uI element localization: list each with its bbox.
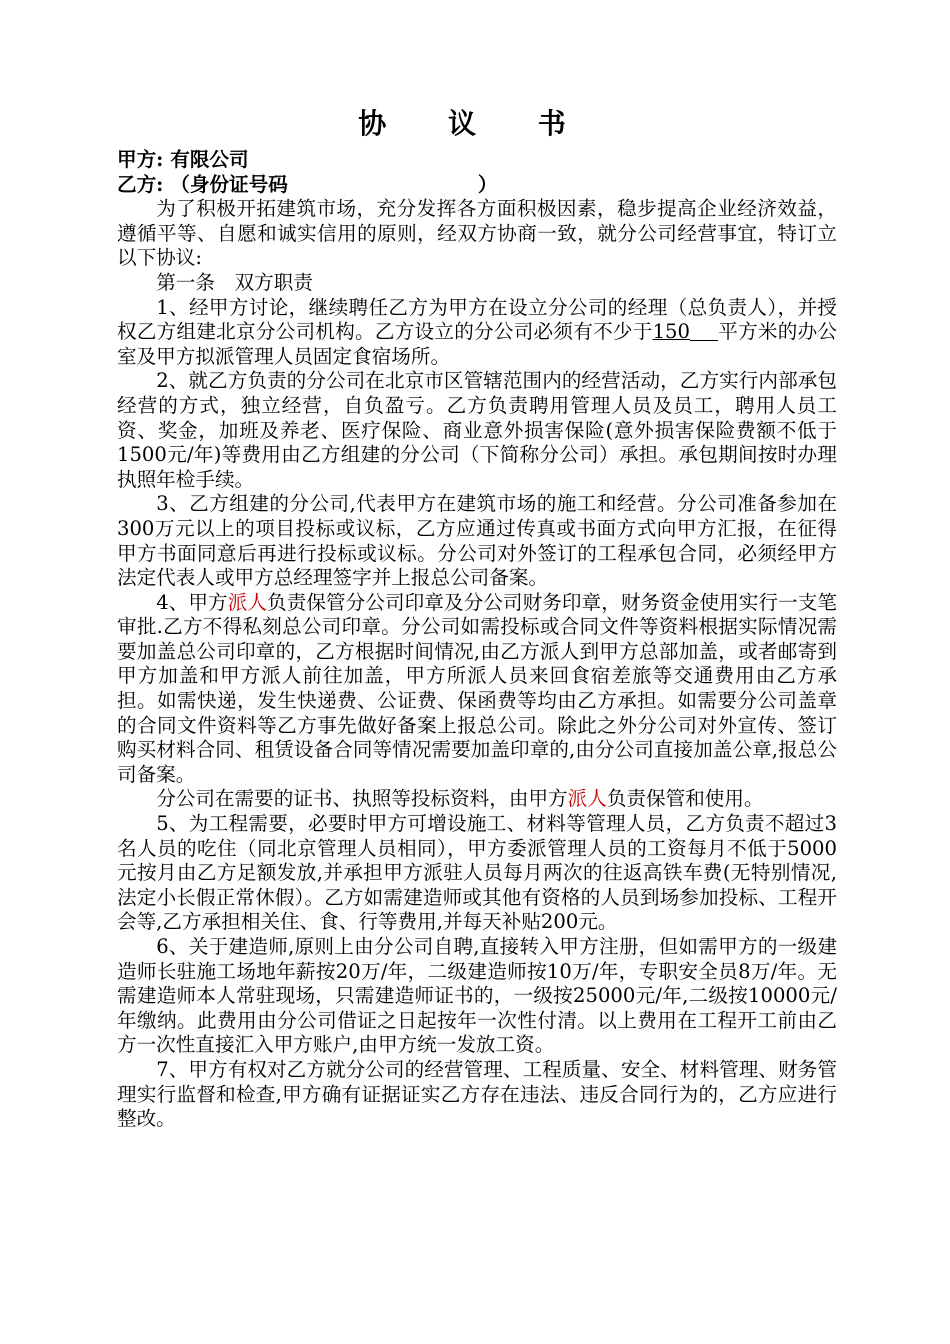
clause-7: 7、甲方有权对乙方就分公司的经营管理、工程质量、安全、材料管理、财务管理实行监督和检查,甲方确有证据证实乙方存在违法、违反合同行为的，乙方应进行整改。 [117, 1057, 837, 1131]
clause-5: 5、为工程需要，必要时甲方可增设施工、材料等管理人员，乙方负责不超过3名人员的吃住（同北京管理人员相同），甲方委派管理人员的工资每月不低于5000元按月由乙方足额发放,并承担甲方派驻人员每月两次的往返高铁车费(无特别情况,法定小长假正常休假）。乙方如需建造师或其他有资格的人员到场参加投标、工程开会等,乙方承担相关住、食、行等费用,并每天补贴200元。 [117, 812, 837, 934]
party-b-prefix: 乙方: （身份证号码 [117, 172, 288, 196]
clause-4-supplement [117, 787, 837, 812]
clause-1 [117, 296, 837, 370]
clause-4-supplement-text-a: 分公司在需要的证书、执照等投标资料，由甲方 [156, 787, 568, 811]
document-body [117, 148, 837, 1132]
clause-1-text-a: 1、经甲方讨论，继续聘任乙方为甲方在设立分公司的经理（总负责人），并授权乙方组建北京分公司机构。乙方设立的分公司必须有不少于 [117, 295, 837, 344]
clause-6: 6、关于建造师,原则上由分公司自聘,直接转入甲方注册，但如需甲方的一级建造师长驻施工场地年薪按20万/年，二级建造师按10万/年，专职安全员8万/年。无需建造师本人常驻现场，只需建造师证书的，一级按25000元/年,二级按10000元/年缴纳。此费用由分公司借证之日起按年一次性付清。以上费用在工程开工前由乙方一次性直接汇入甲方账户,由甲方统一发放工资。 [117, 935, 837, 1057]
clause-1-area: 150 [652, 320, 690, 344]
intro-paragraph: 为了积极开拓建筑市场，充分发挥各方面积极因素，稳步提高企业经济效益，遵循平等、自愿和诚实信用的原则，经双方协商一致，就分公司经营事宜，特订立以下协议: [117, 197, 837, 270]
clause-4-supplement-highlight: 派人 [567, 787, 607, 811]
party-b-line [117, 173, 837, 198]
clause-3: 3、乙方组建的分公司,代表甲方在建筑市场的施工和经营。分公司准备参加在300万元以上的项目投标或议标，乙方应通过传真或书面方式向甲方汇报，在征得甲方书面同意后再进行投标或议标。分公司对外签订的工程承包合同，必须经甲方法定代表人或甲方总经理签字并上报总公司备案。 [117, 492, 837, 590]
clause-4-highlight: 派人 [227, 590, 268, 614]
clause-4-text-b: 负责保管分公司印章及分公司财务印章，财务资金使用实行一支笔审批.乙方不得私刻总公司印章。分公司如需投标或合同文件等资料根据实际情况需要加盖总公司印章的，乙方根据时间情况,由乙方派人到甲方总部加盖，或者邮寄到甲方加盖和甲方派人前往加盖，甲方所派人员来回食宿差旅等交通费用由乙方承担。如需快递，发生快递费、公证费、保函费等均由乙方承担。如需要分公司盖章的合同文件资料等乙方事先做好备案上报总公司。除此之外分公司对外宣传、签订购买材料合同、租赁设备合同等情况需要加盖印章的,由分公司直接加盖公章,报总公司备案。 [117, 590, 838, 786]
clause-4-supplement-text-b: 负责保管和使用。 [606, 787, 764, 811]
clause-1-underline-blank [690, 322, 718, 341]
party-b-suffix: ） [477, 172, 498, 196]
article-1-heading: 第一条 双方职责 [156, 270, 313, 294]
clause-4-text-a: 4、甲方 [156, 590, 228, 614]
clause-1-text-b: 平方米的办公室及甲方拟派管理人员固定食宿场所。 [117, 320, 838, 368]
party-a-line: 甲方: 有限公司 [117, 148, 249, 171]
document-title: 协 议 书 [358, 107, 592, 140]
clause-4 [117, 591, 837, 788]
clause-2: 2、就乙方负责的分公司在北京市区管辖范围内的经营活动，乙方实行内部承包经营的方式，独立经营，自负盈亏。乙方负责聘用管理人员及员工，聘用人员工资、奖金，加班及养老、医疗保险、商业意外损害保险(意外损害保险费额不低于1500元/年)等费用由乙方组建的分公司（下简称分公司）承担。承包期间按时办理执照年检手续。 [117, 369, 837, 491]
